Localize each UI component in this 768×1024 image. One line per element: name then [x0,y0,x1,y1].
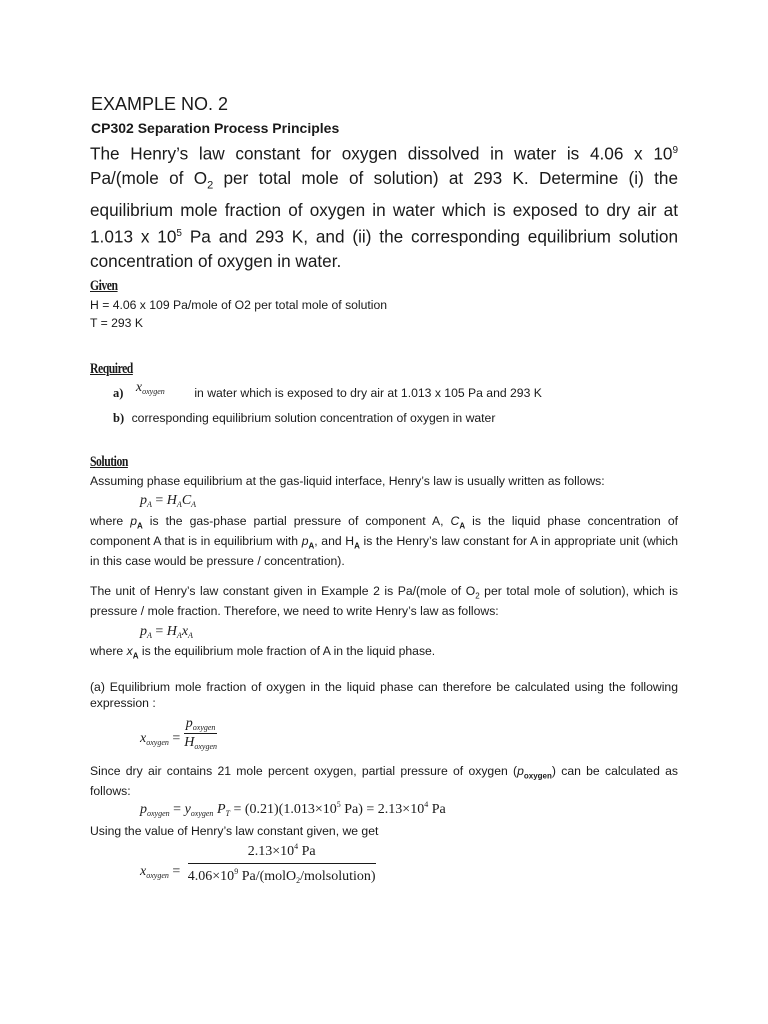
fraction [184,716,218,751]
problem-text: per total mole of solution) at 293 K. Determine (i) the equilibrium mole fraction of oxygen in water which is exposed to dry air at 1.013 x 10 [90,167,679,247]
problem-text: The Henry’s law constant for oxygen dissolved in water is 4.06 x 10 [90,143,673,164]
page-title: EXAMPLE NO. 2 [91,94,229,114]
problem-exponent: 5 [176,227,182,239]
eq-lhs [140,864,169,879]
eq-sub: oxygen [146,870,169,880]
eq-term: p [185,716,193,731]
given-line: H = 4.06 x 109 Pa/mole of O2 per total mole of solution [90,298,388,312]
eq-sub: oxygen [194,742,217,751]
eq-sub: oxygen [192,723,216,732]
course-name: CP302 Separation Process Principles [91,120,340,136]
eq-exp: 4 [424,800,429,809]
item-text: corresponding equilibrium solution concentration of oxygen in water [131,411,496,425]
symbol-subscript: oxygen [142,387,165,396]
item-label: a) [113,386,124,400]
part-a-paragraph [90,680,678,711]
var: p [301,533,309,548]
eq-term: p [140,624,147,639]
eq-sign: = [173,802,182,817]
eq-sub: oxygen [147,809,170,818]
problem-statement [90,139,678,273]
eq-value: 2.13×10 [247,844,295,859]
given-heading: Given [90,278,118,294]
text: per total mole of solution), which is pressure / mole fraction. Therefore, we need to write Henry’s law as follows: [90,584,678,618]
text: is the liquid phase concentration of component A that is in equilibrium with [90,514,678,548]
where-paragraph-2 [90,644,435,660]
var: p [130,514,137,528]
text: , and H [314,533,355,548]
item-text: in water which is exposed to dry air at 1.013 x 105 Pa and 293 K [194,386,542,400]
text: is the Henry’s law constant for A in appropriate unit (which in this case would be pressure / concentration). [90,533,678,568]
dry-air-paragraph [90,764,678,799]
var-sub: A [137,521,143,531]
eq-sub: A [176,631,182,640]
var-sub: A [132,651,139,661]
denominator [184,734,218,751]
eq-sign: = [172,863,181,879]
eq-sign: = [155,624,164,639]
numerator [188,842,376,864]
text: (a) Equilibrium mole fraction of oxygen in the liquid phase can therefore be calculated using the following expression : [90,680,678,710]
text: The unit of Henry’s law constant given in Example 2 is Pa/(mole of O [90,584,476,598]
eq-sign: = [172,730,181,746]
eq-exp: 5 [336,800,341,809]
eq-exp: 4 [294,842,299,851]
equation-x-oxygen-fraction [140,716,217,751]
var: p [517,764,524,778]
text: where [90,514,131,528]
eq-term: p [140,802,147,817]
eq-sub: 2 [296,876,301,885]
var-sub: A [354,541,360,551]
text: ) can be calculated as follows: [90,764,679,798]
eq-sub: A [191,500,197,509]
text: is the equilibrium mole fraction of A in the liquid phase. [138,644,436,658]
solution-intro: Assuming phase equilibrium at the gas-liquid interface, Henry’s law is usually written as follows: [90,474,605,488]
eq-sub: A [147,500,152,509]
equation-x-oxygen-value [140,842,376,885]
eq-term: p [140,493,147,508]
problem-exponent: 9 [672,145,678,156]
eq-value: 4.06×10 [187,869,235,884]
var: x [126,644,133,658]
item-label: b) [113,411,125,425]
eq-value: Pa [428,802,446,817]
var: C [450,514,460,528]
eq-exp: 9 [234,867,239,876]
eq-value: /molsolution) [300,869,376,884]
using-line: Using the value of Henry’s law constant given, we get [90,824,379,838]
eq-term: x [140,730,147,746]
problem-text: Pa and 293 K, and (ii) the corresponding equilibrium solution concentration of oxygen in water. [90,226,678,271]
eq-term: y [184,802,191,817]
symbol: x [135,380,143,395]
text: is the gas-phase partial pressure of component A, [142,514,451,528]
eq-value: Pa) = 2.13×10 [340,802,425,817]
var-sub: A [459,521,466,531]
eq-sub: A [176,500,182,509]
eq-term: P [216,802,226,817]
eq-term: H [166,493,177,508]
eq-sign: = [155,493,164,508]
eq-term: C [181,493,192,508]
text: where [90,644,127,658]
eq-value: Pa/(molO [238,869,297,884]
unit-paragraph [90,584,678,619]
eq-sub: A [147,631,152,640]
eq-term: H [184,735,195,750]
problem-text: Pa/(mole of O [90,167,208,188]
solution-heading: Solution [90,454,128,470]
eq-term: H [166,624,177,639]
var-sub: A [308,541,315,551]
eq-term: x [181,624,189,639]
eq-sub: oxygen [190,809,214,818]
required-heading: Required [90,361,133,377]
denominator [188,864,376,885]
given-line: T = 293 K [90,316,143,330]
where-paragraph-1 [90,514,678,569]
eq-sub: oxygen [146,737,169,747]
fraction [188,842,376,885]
text: Since dry air contains 21 mole percent oxygen, partial pressure of oxygen ( [90,764,518,778]
problem-subscript: 2 [207,179,214,192]
var-sub: oxygen [523,771,552,781]
eq-lhs [140,731,169,746]
eq-sub: T [225,809,230,818]
eq-term: x [140,863,147,879]
equation-henry-concentration [140,493,196,509]
text-sub: 2 [475,591,480,601]
eq-value: Pa [298,844,316,859]
eq-value: = (0.21)(1.013×10 [233,802,337,817]
x-oxygen-symbol [136,380,190,396]
numerator [184,716,218,734]
equation-henry-molefraction [140,624,193,640]
eq-sub: A [188,631,193,640]
required-item-b [113,409,495,427]
equation-partial-pressure [140,800,446,818]
required-item-a [113,380,542,402]
